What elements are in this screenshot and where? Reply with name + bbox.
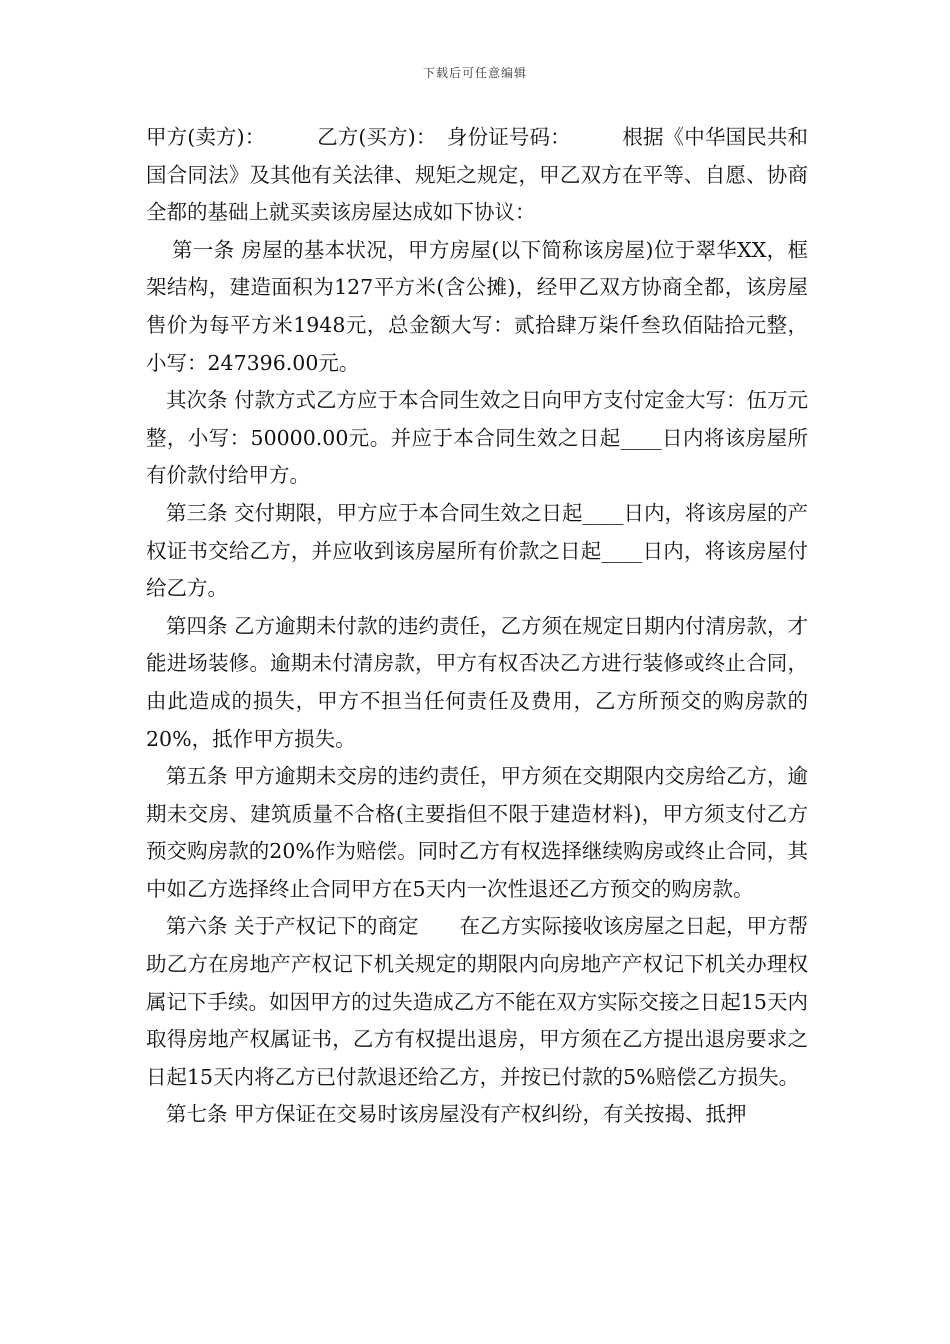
header-note: 下载后可任意编辑 [422, 66, 527, 80]
article-7: 第七条 甲方保证在交易时该房屋没有产权纠纷，有关按揭、抵押 [166, 1102, 747, 1127]
contract-intro: 甲方(卖方)： 乙方(买方)： 身份证号码： 根据《中华国民共和国合同法》及其他有关法律、规矩之规定，甲乙双方在平等、自愿、协商全都的基础上就买卖该房屋达成如下协议： [146, 125, 808, 225]
article-4: 第四条 乙方逾期未付款的违约责任，乙方须在规定日期内付清房款，才能进场装修。逾期未付清房款，甲方有权否决乙方进行装修或终止合同，由此造成的损失，甲方不担当任何责任及费用，乙方所预交的购房款的20%，抵作甲方损失。 [146, 613, 809, 751]
article-3: 第三条 交付期限，甲方应于本合同生效之日起____日内，将该房屋的产权证书交给乙方，并应收到该房屋所有价款之日起____日内，将该房屋付给乙方。 [146, 500, 809, 601]
article-6: 第六条 关于产权记下的商定 在乙方实际接收该房屋之日起，甲方帮助乙方在房地产产权记下机关规定的期限内向房地产产权记下机关办理权属记下手续。如因甲方的过失造成乙方不能在双方实际交接之日起15天内取得房地产权属证书，乙方有权提出退房，甲方须在乙方提出退房要求之日起15天内将乙方已付款退还给乙方，并按已付款的5%赔偿乙方损失。 [146, 914, 809, 1089]
article-2: 其次条 付款方式乙方应于本合同生效之日向甲方支付定金大写：伍万元整，小写：50000.00元。并应于本合同生效之日起____日内将该房屋所有价款付给甲方。 [146, 388, 809, 488]
article-1: 第一条 房屋的基本状况，甲方房屋(以下简称该房屋)位于翠华XX，框架结构，建造面积为127平方米(含公摊)，经甲乙双方协商全都，该房屋售价为每平方米1948元，总金额大写：贰拾肆万柒仟叁玖佰陆拾元整，小写：247396.00元。 [146, 237, 808, 375]
contract-body [146, 119, 808, 1134]
article-5: 第五条 甲方逾期未交房的违约责任，甲方须在交期限内交房给乙方，逾期未交房、建筑质量不合格(主要指但不限于建造材料)，甲方须支付乙方预交购房款的20%作为赔偿。同时乙方有权选择继续购房或终止合同，其中如乙方选择终止合同甲方在5天内一次性退还乙方预交的购房款。 [146, 764, 809, 901]
